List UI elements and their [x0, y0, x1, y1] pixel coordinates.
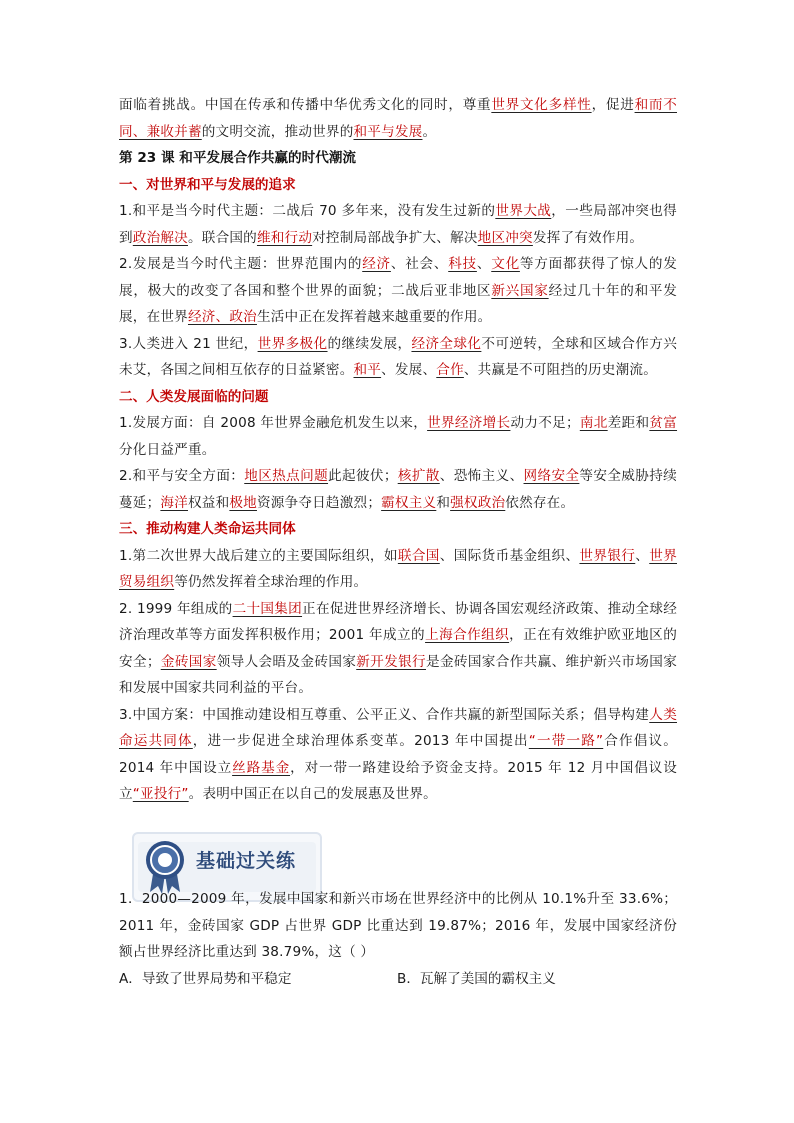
- key-term: 地区冲突: [477, 229, 533, 246]
- text-run: 、发展、: [381, 362, 437, 378]
- text-run: 1.第二次世界大战后建立的主要国际组织，如: [119, 547, 398, 564]
- text-run: 。联合国的: [187, 229, 257, 246]
- question-stem: 1．2000—2009 年，发展中国家和新兴市场在世界经济中的比例从 10.1%升至 33.6%；2011 年，金砖国家 GDP 占世界 GDP 比重达到 19.87%；2016 年，发展中国家经济份额占世界经济比重达到 38.79%，这（ ）: [119, 891, 677, 960]
- text-run: 差距和: [607, 415, 650, 431]
- key-term: 丝路基金: [232, 759, 291, 776]
- text-run: 、: [476, 256, 492, 272]
- key-term: 和平与发展: [353, 123, 423, 140]
- text-run: 此起彼伏；: [328, 468, 398, 484]
- paragraph: [119, 596, 677, 702]
- study-notes: [119, 92, 677, 808]
- key-term: 世界文化多样性: [491, 97, 592, 113]
- key-term: 世界经济增长: [427, 415, 511, 431]
- section-heading: 二、人类发展面临的问题: [119, 388, 269, 405]
- key-term: 霸权主义: [381, 494, 437, 511]
- text-run: ，促进: [591, 97, 635, 113]
- paragraph: [119, 198, 677, 251]
- key-term: 人类命运共同体: [119, 706, 677, 749]
- option-b[interactable]: B．瓦解了美国的霸权主义: [397, 970, 556, 987]
- key-term: “亚投行”: [132, 786, 189, 802]
- key-term: 世界多极化: [257, 335, 328, 352]
- text-run: 。: [422, 123, 437, 140]
- text-run: ，对一带一路建设给予资金支持。2015 年 12 月中国倡议设立: [119, 759, 677, 802]
- key-term: 新兴国家: [491, 282, 549, 299]
- key-term: 维和行动: [256, 229, 313, 246]
- text-run: 。表明中国正在以自己的发展惠及世界。: [188, 786, 437, 802]
- key-term: 上海合作组织: [425, 627, 510, 643]
- paragraph: [119, 543, 677, 596]
- key-term: 政治解决: [132, 229, 188, 246]
- option-a[interactable]: A．导致了世界局势和平稳定: [119, 970, 292, 987]
- section-heading: 一、对世界和平与发展的追求: [119, 176, 296, 193]
- paragraph: [119, 92, 677, 145]
- key-term: 经济: [362, 256, 391, 272]
- options-row: [119, 966, 677, 993]
- text-run: 1.和平是当今时代主题：二战后 70 多年来，没有发生过新的: [119, 203, 496, 219]
- text-run: 1.发展方面：自 2008 年世界金融危机发生以来，: [119, 415, 428, 431]
- key-term: 强权政治: [450, 494, 506, 511]
- key-term: 文化: [491, 256, 520, 272]
- text-run: 2.发展是当今时代主题：世界范围内的: [119, 256, 363, 272]
- key-term: 贫富: [649, 415, 678, 431]
- text-run: 和: [436, 494, 451, 511]
- text-run: 的继续发展，: [327, 335, 412, 352]
- text-run: 等安全威胁持续蔓延；: [119, 468, 677, 511]
- paragraph: [119, 702, 677, 808]
- text-run: 是金砖国家合作共赢、维护新兴市场国家和发展中国家共同利益的平台。: [119, 653, 677, 696]
- key-term: 经济全球化: [411, 335, 482, 352]
- text-run: 动力不足；: [510, 415, 580, 431]
- text-run: 2.和平与安全方面：: [119, 468, 245, 484]
- text-run: 不可逆转，全球和区域合作方兴未艾，各国之间相互依存的日益紧密。: [119, 335, 678, 378]
- paragraph: [119, 410, 677, 463]
- text-run: 资源争夺日趋激烈；: [256, 494, 382, 511]
- key-term: 世界贸易组织: [119, 547, 677, 590]
- paragraph: [119, 331, 677, 384]
- text-run: ，正在有效维护欧亚地区的安全；: [119, 627, 677, 670]
- text-run: 生活中正在发挥着越来越重要的作用。: [256, 309, 492, 325]
- key-term: 和而不同、兼收并蓄: [119, 97, 677, 140]
- key-term: 核扩散: [397, 468, 440, 484]
- paragraph: [119, 463, 677, 516]
- key-term: 海洋: [160, 494, 188, 511]
- text-run: 、国际货币基金组织、: [439, 547, 580, 564]
- text-run: ，一些局部冲突也得到: [119, 203, 677, 246]
- key-term: 合作: [436, 362, 464, 378]
- text-run: 等仍然发挥着全球治理的作用。: [174, 574, 368, 590]
- text-run: 2. 1999 年组成的: [119, 600, 233, 617]
- key-term: 世界银行: [579, 547, 636, 564]
- text-run: 领导人会晤及金砖国家: [216, 653, 357, 670]
- text-run: 3.人类进入 21 世纪，: [119, 335, 258, 352]
- text-run: 的文明交流，推动世界的: [201, 123, 354, 140]
- key-term: 联合国: [397, 547, 440, 564]
- key-term: 新开发银行: [356, 653, 426, 670]
- question-1: [119, 886, 677, 992]
- lesson-title: 第 23 课 和平发展合作共赢的时代潮流: [119, 150, 357, 166]
- text-run: 正在促进世界经济增长、协调各国宏观经济政策、推动全球经济治理改革等方面发挥积极作用；2001 年成立的: [119, 600, 678, 643]
- text-run: 合作倡议。2014 年中国设立: [119, 733, 678, 776]
- key-term: 世界大战: [495, 203, 552, 219]
- text-run: 、共赢是不可阻挡的历史潮流。: [463, 362, 657, 378]
- text-run: 分化日益严重。: [119, 441, 216, 458]
- key-term: 和平: [353, 362, 382, 378]
- paragraph: [119, 251, 677, 331]
- key-term: “一带一路”: [528, 733, 604, 749]
- text-run: 、社会、: [390, 256, 449, 272]
- text-run: 等方面都获得了惊人的发展，极大的改变了各国和整个世界的面貌；二战后亚非地区: [119, 256, 678, 299]
- text-run: 依然存在。: [505, 494, 575, 511]
- text-run: 经过几十年的和平发展，在世界: [119, 282, 677, 325]
- text-run: 发挥了有效作用。: [532, 229, 644, 246]
- key-term: 二十国集团: [232, 600, 303, 617]
- text-run: ，进一步促进全球治理体系变革。2013 年中国提出: [192, 733, 529, 749]
- banner-title: 基础过关练: [196, 850, 297, 872]
- key-term: 经济、政治: [187, 309, 257, 325]
- text-run: 权益和: [187, 494, 230, 511]
- key-term: 金砖国家: [160, 653, 217, 670]
- text-run: 对控制局部战争扩大、解决: [312, 229, 478, 246]
- key-term: 科技: [448, 256, 477, 272]
- text-run: 、恐怖主义、: [439, 468, 524, 484]
- key-term: 极地: [229, 494, 257, 511]
- text-run: 、: [635, 547, 650, 564]
- key-term: 南北: [579, 415, 608, 431]
- section-heading: 三、推动构建人类命运共同体: [119, 521, 296, 537]
- text-run: 面临着挑战。中国在传承和传播中华优秀文化的同时，尊重: [119, 97, 492, 113]
- key-term: 网络安全: [523, 468, 580, 484]
- key-term: 地区热点问题: [244, 468, 329, 484]
- text-run: 3.中国方案：中国推动建设相互尊重、公平正义、合作共赢的新型国际关系；倡导构建: [119, 706, 650, 723]
